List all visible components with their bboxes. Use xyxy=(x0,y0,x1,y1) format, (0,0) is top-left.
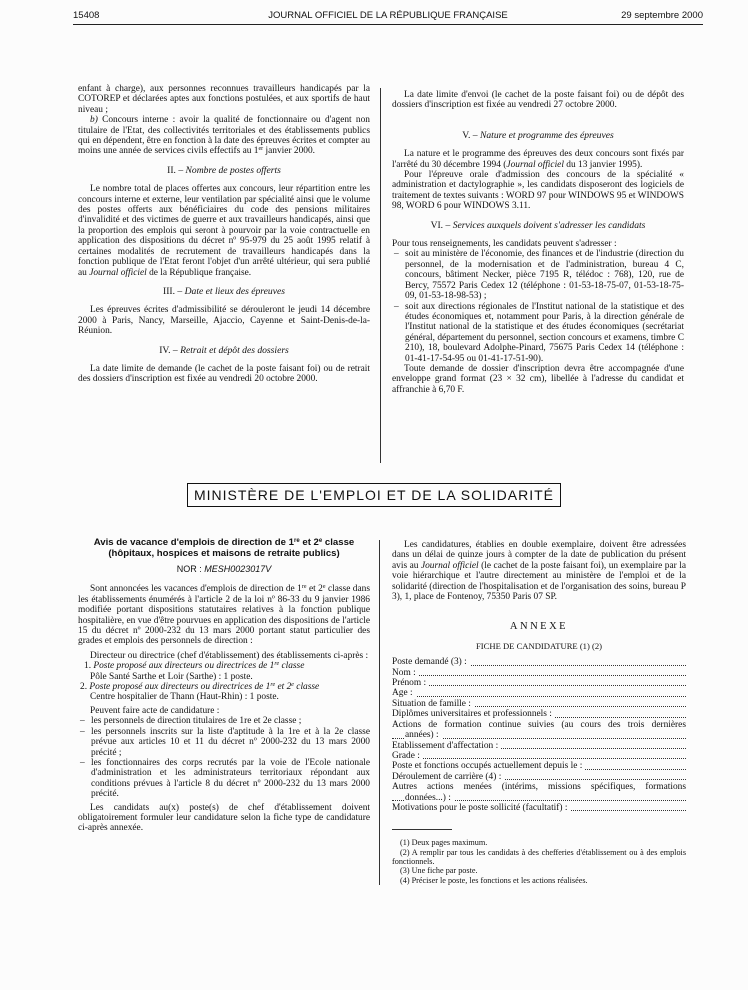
footnote: (1) Deux pages maximum. xyxy=(400,838,488,848)
section-title: Nature et programme des épreuves xyxy=(479,129,614,141)
form-field-label: Grade : xyxy=(392,751,423,761)
form-field-label: données...) : xyxy=(405,793,454,803)
paragraph: Pour tous renseignements, les candidats peuvent s'adresser : xyxy=(392,239,617,250)
title-text: (hôpitaux, hospices et maisons de retraite publics) xyxy=(108,548,340,559)
section-number: VI. – xyxy=(430,219,453,231)
form-field-label: Etablissement d'affectation : xyxy=(392,741,501,751)
form-field xyxy=(392,803,686,813)
form-field-label: Poste et fonctions occupés actuellement depuis le : xyxy=(392,761,585,771)
journal-title: JOURNAL OFFICIEL DE LA RÉPUBLIQUE FRANÇAISE xyxy=(268,10,508,21)
paragraph-text: janvier 2000. xyxy=(263,146,315,157)
form-field-continuation xyxy=(392,793,686,803)
poste-heading-2 xyxy=(78,682,370,692)
poste-number: 1. xyxy=(84,661,94,672)
paragraph-text: Concours interne : avoir la qualité de fonctionnaire ou d'agent non titulaire de l'Etat, des collectivités territoriales et des établissements publics qui en dépendent, être en fonction à la date des épreuves écrites et compter au moins une année de services civils effectifs au 1 xyxy=(78,115,370,157)
title-text: et 2 xyxy=(299,537,319,548)
journal-reference: Journal officiel xyxy=(420,560,479,571)
section-title: Retrait et dépôt des dossiers xyxy=(180,344,289,356)
form-field-label: Age : xyxy=(392,688,416,698)
footnote: (3) Une fiche par poste. xyxy=(400,866,478,876)
section-heading-5 xyxy=(392,131,684,141)
footnote-rule xyxy=(392,829,452,830)
section-heading-3 xyxy=(78,287,370,297)
notice-title xyxy=(78,537,370,559)
form-field xyxy=(392,668,686,678)
candidature-list xyxy=(78,716,370,799)
superscript: e xyxy=(291,682,294,689)
poste-number: 2. xyxy=(80,682,90,693)
list-item: – soit aux directions régionales de l'Institut national de la statistique et des études économiques et, notamment pour Paris, à la direction générale de l'Institut national de la statistique et des études économiques (secrétariat général, département du personnel, section concours et examens, timbre C 210), 18, boulevard Adolphe-Pinard, 75675 Paris Cedex 14 (téléphone : 01-41-17-54-95 ou 01-41-17-51-90). xyxy=(392,302,684,364)
form-field xyxy=(392,678,686,688)
footnote: (4) Préciser le poste, les fonctions et les actions réalisées. xyxy=(400,875,588,885)
nor-label: NOR : xyxy=(176,564,205,574)
paragraph: Les épreuves écrites d'admissibilité se dérouleront le jeudi 14 décembre 2000 à Paris, Nancy, Marseille, Ajaccio, Cayenne et Saint-Denis-de-la-Réunion. xyxy=(78,305,370,337)
bottom-left-column xyxy=(78,537,370,834)
ministry-heading: MINISTÈRE DE L'EMPLOI ET DE LA SOLIDARITÉ xyxy=(187,483,561,507)
form-title: FICHE DE CANDIDATURE (1) (2) xyxy=(475,640,603,651)
paragraph xyxy=(392,149,684,170)
form-field-label: Nom : xyxy=(392,668,419,678)
nor-code: MESH0023017V xyxy=(204,564,272,574)
form-field-label: Diplômes universitaires et professionnels : xyxy=(392,709,555,719)
form-field xyxy=(392,772,686,782)
column-divider xyxy=(379,540,380,885)
poste-title: classe xyxy=(293,682,320,693)
superscript: re xyxy=(270,682,276,689)
form-field-label: Actions de formation continue suivies (au cours des trois dernières xyxy=(392,719,686,730)
paragraph: Les candidats au(x) poste(s) de chef d'établissement doivent obligatoirement formuler leur candidature selon la fiche type de candidature ci-après annexée. xyxy=(78,802,370,834)
list-item: – les fonctionnaires des corps recrutés par la voie de l'Ecole nationale d'administration et les administrateurs territoriaux répondant aux conditions prévues à l'article 8 du décret nº 2000-232 du 13 mars 2000 précité. xyxy=(78,758,370,800)
paragraph: Directeur ou directrice (chef d'établissement) des établissements ci-après : xyxy=(90,650,369,661)
form-field-label: Autres actions menées (intérims, missions spécifiques, formations xyxy=(392,782,686,793)
paragraph: Pôle Santé Sarthe et Loir (Sarthe) : 1 poste. xyxy=(90,671,253,682)
superscript: er xyxy=(258,146,264,153)
paragraph xyxy=(392,540,686,602)
form-field-label: Poste demandé (3) : xyxy=(392,657,470,667)
form-field xyxy=(392,751,686,761)
form-field-continuation xyxy=(392,730,686,740)
paragraph-text: de la République française. xyxy=(146,267,252,278)
journal-reference: Journal officiel xyxy=(89,267,147,278)
form-field xyxy=(392,699,686,709)
section-title: Nombre de postes offerts xyxy=(185,164,281,176)
list-item: – les personnels inscrits sur la liste d'aptitude à la 1re et à la 2e classe prévue aux articles 10 et 11 du décret nº 2000-232 du 13 mars 2000 précité ; xyxy=(78,727,370,758)
paragraph-text: classe dans les établissements énumérés à l'article 2 de la loi nº 86-33 du 9 janvier 1986 modifiée portant dispositions statutaires relatives à la fonction publique hospitalière, en vue d'être pourvues en application des dispositions de l'article 15 du décret nº 2000-232 du 13 mars 2000 portant statut particulier des grades et emplois des personnels de direction : xyxy=(78,584,370,647)
paragraph-text: Le nombre total de places offertes aux concours, leur répartition entre les concours interne et externe, leur ventilation par spécialité ainsi que le volume des postes offerts aux bénéficiaires du code des pensions militaires d'invalidité et des victimes de guerre et aux travailleurs handicapés, ainsi que la proportion des emplois qui seront à pourvoir par la voie contractuelle en application des dispositions du décret nº 95-979 du 25 août 1995 relatif à certaines modalités de recrutement de travailleurs handicapés dans la fonction publique de l'Etat feront l'objet d'un arrêté ultérieur, qui sera publié au xyxy=(78,184,370,278)
title-text: classe xyxy=(322,537,355,548)
form-field-label: Prénom : xyxy=(392,678,429,688)
paragraph-concours-interne xyxy=(78,115,370,157)
paragraph xyxy=(78,184,370,278)
form-field-label: années) : xyxy=(405,730,442,740)
superscript: re xyxy=(294,538,300,544)
section-number: II. – xyxy=(167,164,186,176)
form-field xyxy=(392,657,686,667)
paragraph-text: Les candidatures, établies en double exemplaire, doivent être adressées dans un délai de quinze jours à compter de la date de publication du présent avis au xyxy=(392,540,686,571)
nor-reference xyxy=(78,564,370,574)
footnote: (2) A remplir par tous les candidats à des chefferies d'établissement ou à des emplois fonctionnels. xyxy=(392,847,686,866)
page-header xyxy=(73,10,703,28)
section-heading-4 xyxy=(78,346,370,356)
paragraph: enfant à charge), aux personnes reconnues travailleurs handicapés par la COTOREP et déclarées aptes aux fonctions postulées, et aux sportifs de haut niveau ; xyxy=(78,84,370,115)
superscript: e xyxy=(318,538,323,544)
paragraph-text: Sont annoncées les vacances d'emplois de direction de 1 xyxy=(90,584,302,595)
journal-reference: Journal officiel xyxy=(506,159,564,170)
form-field xyxy=(392,688,686,698)
form-field-label: Situation de famille : xyxy=(392,699,474,709)
paragraph: Peuvent faire acte de candidature : xyxy=(90,705,220,716)
list-item: – soit au ministère de l'économie, des finances et de l'industrie (direction du personnel, de la modernisation et de l'administration, bureau 4 C, concours, bâtiment Necker, pièce 7195 R, télédoc : 768), 120, rue de Bercy, 75572 Paris Cedex 12 (téléphone : 01-53-18-75-07, 01-53-18-75-09, 01-53-18-98-53) ; xyxy=(392,249,684,301)
top-left-column xyxy=(78,84,370,385)
superscript: re xyxy=(301,584,307,591)
section-heading-2 xyxy=(78,166,370,176)
paragraph: Pour l'épreuve orale d'admission des concours de la spécialité « administration et dactylographie », les candidats disposeront des logiciels de traitement de textes suivants : WORD 97 pour WINDOWS 95 et WINDOWS 98, WORD 6 pour WINDOWS 3.11. xyxy=(392,170,684,212)
poste-title: classe xyxy=(279,661,305,672)
annexe-heading: ANNEXE xyxy=(509,621,569,633)
paragraph: Centre hospitalier de Thann (Haut-Rhin) : 1 poste. xyxy=(90,692,279,703)
bottom-right-column xyxy=(392,540,686,885)
header-rule xyxy=(73,24,703,25)
paragraph-text: (le cachet de la poste faisant foi), un exemplaire par la voie hiérarchique et l'autre directement au ministère de l'emploi et de la solidarité (direction de l'hospitalisation et de l'organisation des soins, bureau P 3), 1, place de Fontenoy, 75350 Paris 07 SP. xyxy=(392,560,686,603)
list-item: – les personnels de direction titulaires de 1re et 2e classe ; xyxy=(78,716,370,726)
poste-title: Poste proposé aux directeurs ou directrices de 1 xyxy=(89,682,271,693)
form-field-multiline xyxy=(392,720,686,741)
section-number: V. – xyxy=(462,129,480,141)
poste-title: et 2 xyxy=(275,682,292,693)
paragraph-text: du 13 janvier 1995). xyxy=(563,159,643,170)
paragraph-text: et 2 xyxy=(306,584,323,595)
issue-date: 29 septembre 2000 xyxy=(621,10,703,21)
poste-title: Poste proposé aux directeurs ou directrices de 1 xyxy=(93,661,275,672)
section-title: Date et lieux des épreuves xyxy=(184,285,285,297)
paragraph: Toute demande de dossier d'inscription devra être accompagnée d'une enveloppe grand format (23 × 32 cm), libellée à l'adresse du candidat et affranchie à 6,70 F. xyxy=(392,363,684,395)
form-field-multiline xyxy=(392,782,686,803)
form-field xyxy=(392,741,686,751)
section-title: Services auxquels doivent s'adresser les candidats xyxy=(452,219,646,231)
title-text: Avis de vacance d'emplois de direction de 1 xyxy=(93,537,295,548)
paragraph xyxy=(78,584,370,646)
form-field xyxy=(392,761,686,771)
poste-heading-1 xyxy=(78,661,370,671)
column-divider xyxy=(380,88,381,463)
superscript: e xyxy=(322,584,326,591)
item-letter: b) xyxy=(90,115,98,126)
top-right-column xyxy=(392,90,684,395)
section-number: III. – xyxy=(163,285,185,297)
form-field-label: Déroulement de carrière (4) : xyxy=(392,772,504,782)
form-field-label: Motivations pour le poste sollicité (facultatif) : xyxy=(392,803,570,813)
superscript: re xyxy=(274,661,280,668)
page-number: 15408 xyxy=(73,10,100,21)
form-field xyxy=(392,709,686,719)
paragraph: La date limite d'envoi (le cachet de la poste faisant foi) ou de dépôt des dossiers d'inscription est fixée au vendredi 27 octobre 2000. xyxy=(392,90,684,111)
section-heading-6 xyxy=(392,221,684,231)
contact-list xyxy=(392,249,684,363)
footnotes xyxy=(392,838,686,884)
paragraph-text: La nature et le programme des épreuves des deux concours sont fixés par l'arrêté du 30 décembre 1994 ( xyxy=(392,149,684,170)
paragraph: La date limite de demande (le cachet de la poste faisant foi) ou de retrait des dossiers d'inscription est fixée au vendredi 20 octobre 2000. xyxy=(78,363,370,385)
section-number: IV. – xyxy=(159,344,181,356)
